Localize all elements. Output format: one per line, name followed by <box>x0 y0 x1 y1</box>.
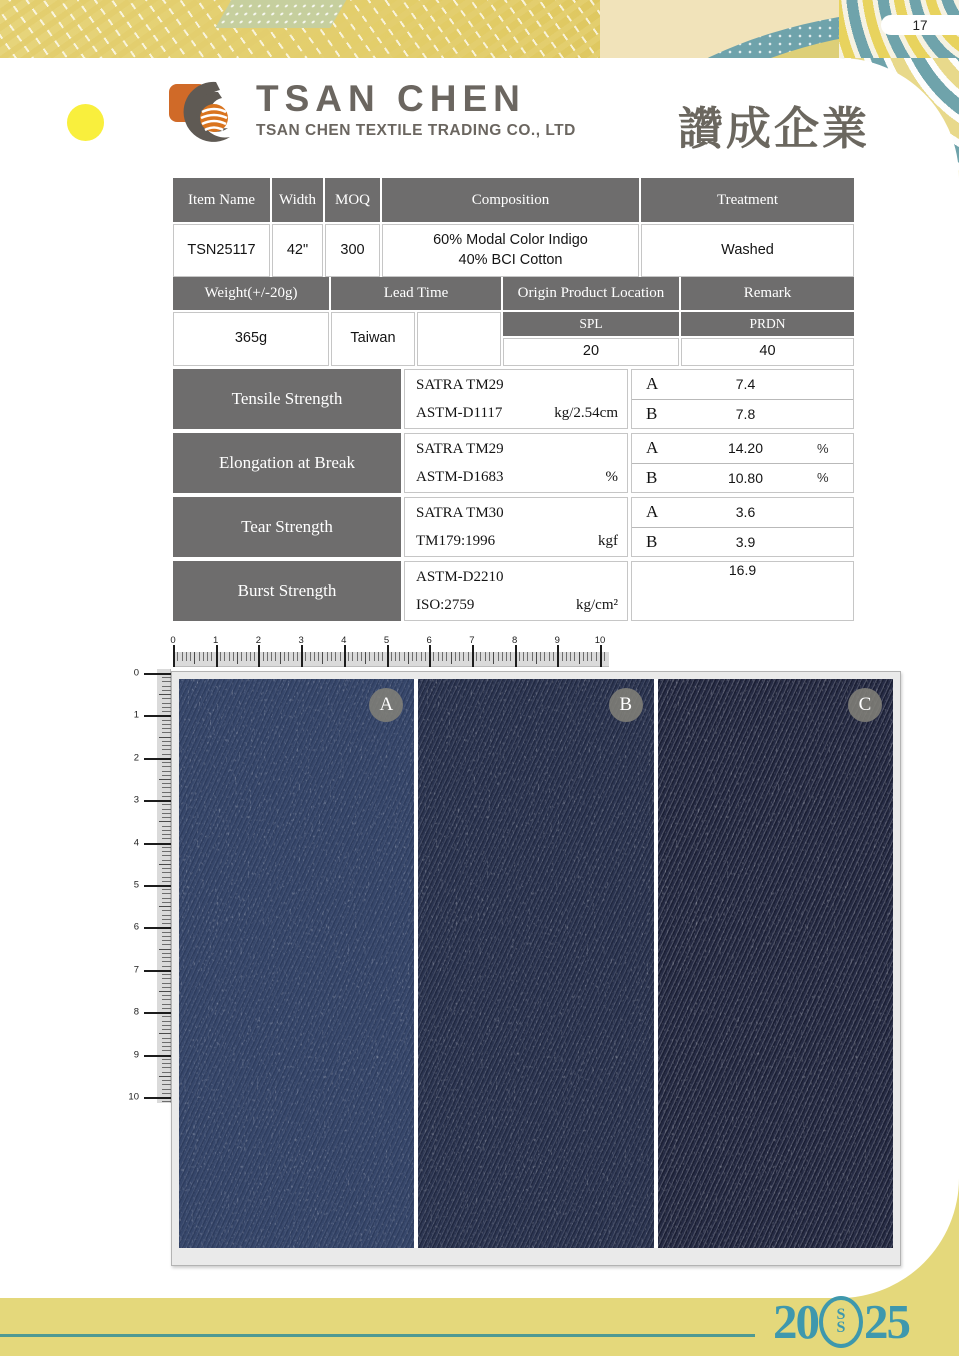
ruler-tick <box>162 766 171 767</box>
ruler-tick <box>162 902 171 903</box>
ruler-tick <box>374 652 375 661</box>
ruler-tick <box>162 915 171 916</box>
spec-table <box>173 178 854 277</box>
ruler-tick <box>502 652 503 661</box>
ruler-tick <box>604 652 605 661</box>
col-header-origin: Origin Product Location <box>503 277 679 310</box>
test-method: SATRA TM29 ASTM-D1117 kg/2.54cm <box>404 369 628 429</box>
ruler-tick <box>162 677 171 678</box>
remark-value <box>417 312 501 366</box>
ruler-tick <box>246 652 247 661</box>
ruler-tick <box>144 1055 171 1057</box>
ruler-tick <box>310 652 311 661</box>
ruler-tick <box>162 936 171 937</box>
ruler-tick <box>455 652 456 661</box>
ruler-tick <box>162 1004 171 1005</box>
ruler-tick <box>241 652 242 661</box>
page-number: 17 <box>912 17 928 33</box>
ruler-tick <box>162 1063 171 1064</box>
ruler-tick <box>159 821 171 822</box>
ruler-tick <box>162 838 171 839</box>
ruler-tick <box>357 652 358 661</box>
col-header-lead-time: Lead Time <box>331 277 501 310</box>
footer-accent-line <box>0 1334 755 1337</box>
ruler-tick <box>203 652 204 661</box>
ruler-tick <box>144 758 171 760</box>
ruler-label: 10 <box>594 635 606 646</box>
ruler-tick <box>540 652 541 661</box>
season-2025-logo <box>773 1293 909 1350</box>
ruler-tick <box>144 927 171 929</box>
ruler-label: 1 <box>213 635 219 646</box>
width-value: 42" <box>272 224 323 277</box>
ruler-tick <box>162 775 171 776</box>
ruler-tick <box>305 652 306 661</box>
ruler-tick <box>162 910 171 911</box>
ruler-tick <box>162 804 171 805</box>
ruler-tick <box>159 1033 171 1034</box>
ss-oval-icon <box>819 1296 863 1348</box>
ruler-tick <box>162 987 171 988</box>
ruler-tick <box>335 652 336 661</box>
ruler-label: 2 <box>133 752 139 764</box>
ruler-tick <box>162 1025 171 1026</box>
weight-value: 365g <box>173 312 329 366</box>
ruler-label: 0 <box>133 667 139 679</box>
ruler-label: 8 <box>511 635 518 646</box>
ruler-label: 2 <box>255 635 262 646</box>
ruler-tick <box>600 645 602 667</box>
ruler-tick <box>271 652 272 661</box>
ruler-tick <box>579 652 580 664</box>
ruler-tick <box>369 652 370 661</box>
ruler-tick <box>162 834 171 835</box>
ruler-tick <box>348 652 349 661</box>
ruler-tick <box>162 686 171 687</box>
ruler-tick <box>493 652 494 664</box>
yellow-dot-decoration <box>67 104 104 141</box>
ruler-tick <box>549 652 550 661</box>
test-method: ASTM-D2210 ISO:2759 kg/cm² <box>404 561 628 621</box>
ruler-tick <box>162 983 171 984</box>
ruler-tick <box>297 652 298 661</box>
ruler-tick <box>352 652 353 661</box>
spl-value: 20 <box>503 338 679 366</box>
ruler-tick <box>177 652 178 661</box>
ruler-tick <box>162 809 171 810</box>
ruler-tick <box>327 652 328 661</box>
ruler-tick <box>361 652 362 661</box>
ruler-tick <box>162 783 171 784</box>
denim-swatch-b <box>418 679 653 1248</box>
ruler-tick <box>182 652 183 661</box>
ruler-tick <box>523 652 524 661</box>
col-header-moq: MOQ <box>325 178 380 222</box>
ruler-tick <box>506 652 507 661</box>
ruler-tick <box>162 1008 171 1009</box>
ruler-tick <box>162 681 171 682</box>
ruler-tick <box>408 652 409 664</box>
ruler-tick <box>162 966 171 967</box>
sub-header-spl: SPL <box>503 312 679 336</box>
ruler-tick <box>395 652 396 661</box>
ruler-tick <box>591 652 592 661</box>
ruler-tick <box>190 652 191 661</box>
ruler-tick <box>162 703 171 704</box>
ruler-label: 5 <box>133 879 139 891</box>
ruler-tick <box>476 652 477 661</box>
ruler-tick <box>144 1097 171 1099</box>
ruler-tick <box>485 652 486 661</box>
col-header-treatment: Treatment <box>641 178 854 222</box>
ruler-tick <box>229 652 230 661</box>
ruler-tick <box>186 652 187 661</box>
ruler-tick <box>162 974 171 975</box>
ruler-tick <box>446 652 447 661</box>
col-header-item-name: Item Name <box>173 178 270 222</box>
ruler-tick <box>438 652 439 661</box>
ruler-tick <box>220 652 221 661</box>
ruler-label: 6 <box>426 635 432 646</box>
test-row-tensile <box>173 369 854 429</box>
swatch-label-badge: B <box>609 688 643 722</box>
ruler-tick <box>237 652 238 664</box>
company-full-name: TSAN CHEN TEXTILE TRADING CO., LTD <box>256 121 576 139</box>
ruler-tick <box>510 652 511 661</box>
origin-value: Taiwan <box>331 312 415 366</box>
ruler-tick <box>162 826 171 827</box>
ruler-tick <box>144 800 171 802</box>
ruler-tick <box>254 652 255 661</box>
moq-value: 300 <box>325 224 380 277</box>
company-name: TSAN CHEN <box>256 78 526 119</box>
ruler-label: 3 <box>298 635 304 646</box>
ruler-tick <box>162 817 171 818</box>
ruler-tick <box>162 944 171 945</box>
ruler-tick <box>162 792 171 793</box>
ruler-tick <box>173 645 175 667</box>
ruler-tick <box>416 652 417 661</box>
ruler-tick <box>162 953 171 954</box>
ruler-tick <box>162 1016 171 1017</box>
ruler-tick <box>532 652 533 661</box>
ruler-tick <box>162 957 171 958</box>
ruler-tick <box>162 771 171 772</box>
ruler-tick <box>344 645 346 667</box>
ruler-tick <box>162 1089 171 1090</box>
ruler-tick <box>566 652 567 661</box>
test-values: A 7.4 B 7.8 <box>631 369 854 429</box>
ruler-tick <box>412 652 413 661</box>
ruler-tick <box>162 940 171 941</box>
ruler-tick <box>162 1080 171 1081</box>
ruler-tick <box>162 999 171 1000</box>
ruler-tick <box>459 652 460 661</box>
denim-swatch-c <box>658 679 893 1248</box>
ruler-tick <box>387 645 389 667</box>
test-unit: kgf <box>598 533 618 549</box>
ruler-tick <box>159 1076 171 1077</box>
test-name: Elongation at Break <box>173 433 401 493</box>
ruler-tick <box>596 652 597 661</box>
ruler-tick <box>144 715 171 717</box>
ruler-tick <box>207 652 208 661</box>
ruler-tick <box>162 923 171 924</box>
ruler-tick <box>293 652 294 661</box>
ruler-tick <box>144 885 171 887</box>
ruler-tick <box>404 652 405 661</box>
ruler-label: 4 <box>341 635 347 646</box>
ruler-tick <box>162 1067 171 1068</box>
ruler-label: 9 <box>133 1049 139 1061</box>
ruler-tick <box>574 652 575 661</box>
ruler-tick <box>162 1084 171 1085</box>
ruler-tick <box>211 652 212 661</box>
col-header-remark: Remark <box>681 277 854 310</box>
ruler-tick <box>159 779 171 780</box>
item-name-value: TSN25117 <box>173 224 270 277</box>
detail-table <box>173 277 854 366</box>
test-row-elongation <box>173 433 854 493</box>
tsan-chen-logo-icon <box>168 80 244 146</box>
ruler-tick <box>468 652 469 661</box>
ruler-tick <box>233 652 234 661</box>
test-row-tear <box>173 497 854 557</box>
ruler-tick <box>378 652 379 661</box>
year-prefix: 20 <box>773 1294 818 1349</box>
ruler-tick <box>162 860 171 861</box>
ruler-label: 9 <box>554 635 560 646</box>
ruler-label: 6 <box>133 921 139 933</box>
ruler-tick <box>159 737 171 738</box>
ruler-tick <box>162 961 171 962</box>
ruler-tick <box>288 652 289 661</box>
ruler-tick <box>162 1042 171 1043</box>
page-number-tab <box>881 15 959 35</box>
ruler-tick <box>162 1021 171 1022</box>
ruler-tick <box>162 851 171 852</box>
ruler-tick <box>382 652 383 661</box>
ruler-label: 0 <box>170 635 176 646</box>
ruler-tick <box>515 645 517 667</box>
swatch-label-badge: A <box>369 688 403 722</box>
ruler-tick <box>498 652 499 661</box>
ruler-tick <box>480 652 481 661</box>
ruler-tick <box>425 652 426 661</box>
horizontal-ruler <box>170 635 613 668</box>
ruler-tick <box>284 652 285 661</box>
ruler-tick <box>162 1101 171 1102</box>
ruler-tick <box>365 652 366 664</box>
ruler-tick <box>159 991 171 992</box>
test-unit: % <box>605 469 618 485</box>
ruler-tick <box>162 855 171 856</box>
ruler-tick <box>162 762 171 763</box>
test-values: 16.9 <box>631 561 854 621</box>
ruler-tick <box>250 652 251 661</box>
treatment-value: Washed <box>641 224 854 277</box>
ruler-tick <box>280 652 281 664</box>
ruler-tick <box>562 652 563 661</box>
ruler-tick <box>162 877 171 878</box>
ruler-tick <box>557 645 559 667</box>
denim-swatch-a <box>179 679 414 1248</box>
ruler-tick <box>162 1072 171 1073</box>
ruler-tick <box>162 711 171 712</box>
ruler-tick <box>162 932 171 933</box>
ruler-tick <box>162 847 171 848</box>
ruler-tick <box>553 652 554 661</box>
ruler-tick <box>314 652 315 661</box>
test-method: SATRA TM30 TM179:1996 kgf <box>404 497 628 557</box>
ruler-tick <box>340 652 341 661</box>
ruler-tick <box>162 813 171 814</box>
ruler-tick <box>199 652 200 661</box>
ruler-tick <box>162 893 171 894</box>
ruler-tick <box>162 919 171 920</box>
test-name: Tear Strength <box>173 497 401 557</box>
ruler-tick <box>162 830 171 831</box>
ruler-tick <box>162 995 171 996</box>
ruler-tick <box>162 754 171 755</box>
ruler-tick <box>162 872 171 873</box>
ruler-label: 7 <box>469 635 475 646</box>
ruler-tick <box>472 645 474 667</box>
ruler-tick <box>421 652 422 661</box>
ruler-label: 8 <box>133 1006 139 1018</box>
ruler-label: 10 <box>128 1091 139 1103</box>
ruler-tick <box>162 787 171 788</box>
company-chinese-name: 讚成企業 <box>678 103 871 154</box>
fabric-swatch-panel <box>171 671 901 1266</box>
ruler-tick <box>162 868 171 869</box>
ruler-tick <box>162 741 171 742</box>
ruler-tick <box>331 652 332 661</box>
ruler-label: 7 <box>133 964 139 976</box>
ruler-tick <box>301 645 303 667</box>
banner-sage-dotted-patch <box>215 0 350 28</box>
col-header-composition: Composition <box>382 178 639 222</box>
ruler-tick <box>224 652 225 661</box>
ruler-tick <box>162 732 171 733</box>
ruler-tick <box>144 673 171 675</box>
ruler-tick <box>144 843 171 845</box>
ruler-tick <box>258 645 260 667</box>
ruler-tick <box>162 898 171 899</box>
ruler-tick <box>159 694 171 695</box>
swatch-row <box>179 679 893 1248</box>
test-unit: kg/cm² <box>576 597 618 613</box>
ruler-tick <box>162 1046 171 1047</box>
swatch-label-badge: C <box>848 688 882 722</box>
ruler-tick <box>162 749 171 750</box>
ruler-tick <box>463 652 464 661</box>
ruler-tick <box>162 728 171 729</box>
ruler-tick <box>429 645 431 667</box>
ruler-tick <box>399 652 400 661</box>
ruler-tick <box>536 652 537 664</box>
ruler-tick <box>162 978 171 979</box>
ruler-tick <box>144 970 171 972</box>
test-row-burst <box>173 561 854 621</box>
test-values: A 14.20 % B 10.80 % <box>631 433 854 493</box>
ruler-tick <box>583 652 584 661</box>
ruler-tick <box>216 645 218 667</box>
ruler-tick <box>544 652 545 661</box>
ruler-tick <box>162 1093 171 1094</box>
company-logo <box>168 80 576 146</box>
composition-value: 60% Modal Color Indigo 40% BCI Cotton <box>382 224 639 277</box>
test-name: Burst Strength <box>173 561 401 621</box>
ruler-tick <box>489 652 490 661</box>
ruler-label: 1 <box>133 709 139 721</box>
ruler-tick <box>587 652 588 661</box>
ruler-tick <box>322 652 323 664</box>
ruler-tick <box>442 652 443 661</box>
ruler-tick <box>162 690 171 691</box>
ruler-tick <box>527 652 528 661</box>
ruler-tick <box>267 652 268 661</box>
ruler-label: 4 <box>133 837 139 849</box>
ruler-tick <box>162 1029 171 1030</box>
vertical-ruler <box>128 667 171 1109</box>
ruler-tick <box>162 698 171 699</box>
ruler-tick <box>570 652 571 661</box>
col-header-width: Width <box>272 178 323 222</box>
ruler-tick <box>391 652 392 661</box>
season-label: SS <box>836 1306 846 1336</box>
ruler-tick <box>162 720 171 721</box>
ruler-tick <box>519 652 520 661</box>
ruler-tick <box>318 652 319 661</box>
ruler-label: 5 <box>383 635 390 646</box>
prdn-value: 40 <box>681 338 854 366</box>
ruler-label: 3 <box>133 794 139 806</box>
ruler-tick <box>162 796 171 797</box>
test-unit: kg/2.54cm <box>554 405 618 421</box>
ruler-tick <box>451 652 452 664</box>
test-name: Tensile Strength <box>173 369 401 429</box>
ruler-tick <box>162 1059 171 1060</box>
ruler-tick <box>162 745 171 746</box>
ruler-tick <box>162 881 171 882</box>
sub-header-prdn: PRDN <box>681 312 854 336</box>
test-method: SATRA TM29 ASTM-D1683 % <box>404 433 628 493</box>
test-values: A 3.6 B 3.9 <box>631 497 854 557</box>
ruler-tick <box>162 1038 171 1039</box>
col-header-weight: Weight(+/-20g) <box>173 277 329 310</box>
ruler-tick <box>194 652 195 664</box>
top-decorative-banner <box>0 0 959 58</box>
ruler-tick <box>162 1050 171 1051</box>
ruler-tick <box>162 889 171 890</box>
ruler-tick <box>162 707 171 708</box>
ruler-tick <box>144 1012 171 1014</box>
ruler-tick <box>263 652 264 661</box>
test-results-table <box>173 369 854 625</box>
ruler-tick <box>159 906 171 907</box>
ruler-tick <box>159 949 171 950</box>
year-suffix: 25 <box>864 1294 909 1349</box>
ruler-tick <box>159 864 171 865</box>
ruler-tick <box>275 652 276 661</box>
ruler-tick <box>433 652 434 661</box>
ruler-tick <box>162 724 171 725</box>
